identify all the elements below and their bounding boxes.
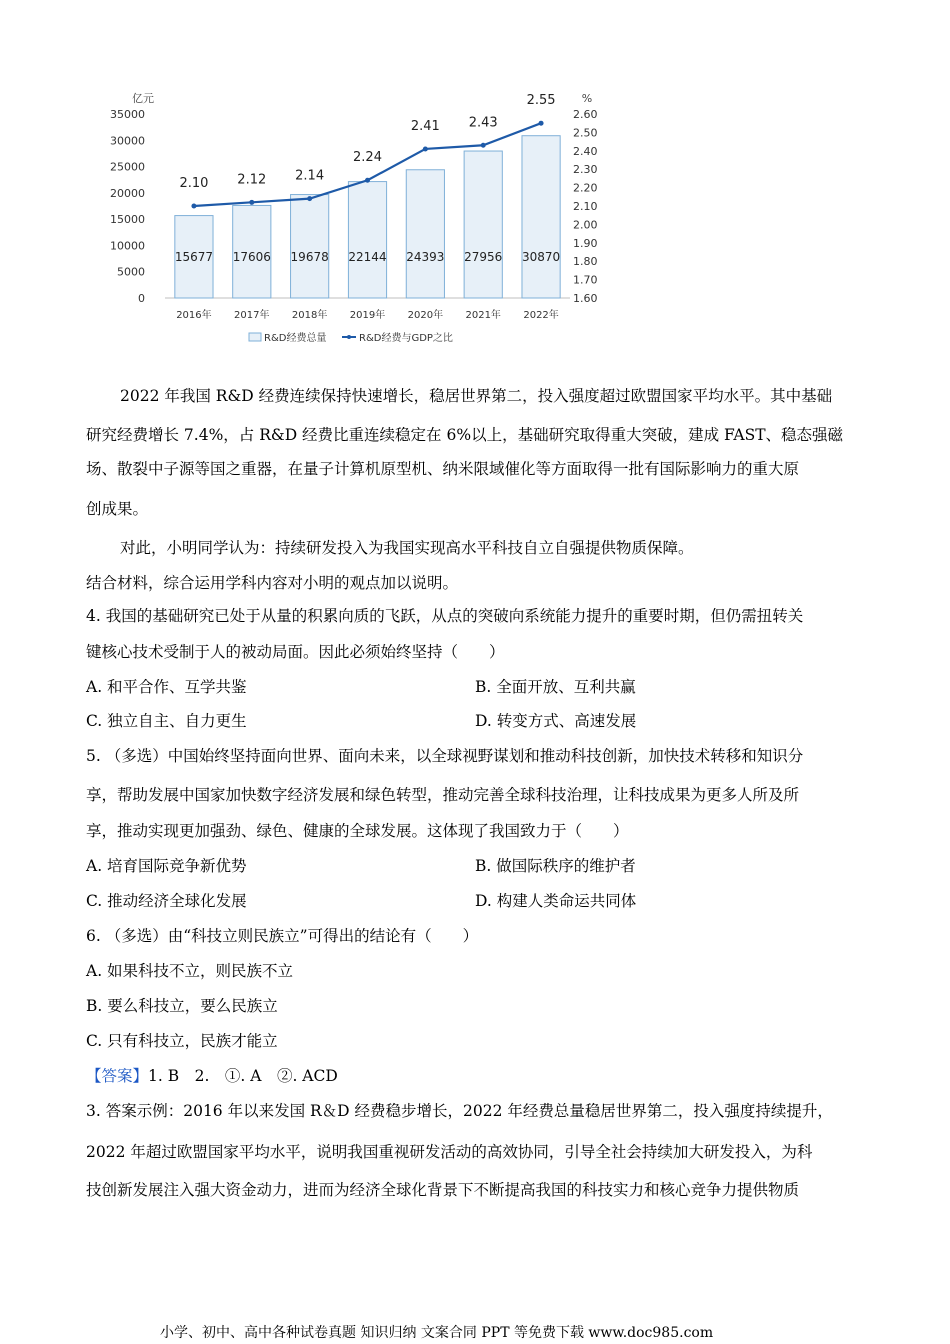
q5-stem-l2: 享，帮助发展中国家加快数字经济发展和绿色转型，推动完善全球科技治理，让科技成果为更多人所及所 — [86, 786, 800, 804]
right-tick-label: 2.20 — [573, 181, 598, 195]
line-point — [539, 121, 544, 126]
line-point — [307, 196, 312, 201]
rd-chart — [110, 88, 610, 350]
bar-value-label: 24393 — [406, 250, 445, 264]
legend-bar-label: R&D经费总量 — [264, 333, 327, 344]
bar-value-label: 30870 — [521, 250, 561, 264]
answer-line — [86, 1066, 338, 1086]
left-tick-label: 5000 — [117, 265, 145, 279]
answer-exp-l2: 2022 年超过欧盟国家平均水平，说明我国重视研发活动的高效协同，引导全社会持续加大研发投入，为科 — [86, 1143, 813, 1161]
x-tick-label: 2017年 — [234, 310, 270, 321]
x-tick-label: 2022年 — [523, 310, 559, 321]
line-value-label: 2.10 — [179, 176, 209, 191]
right-tick-label: 2.10 — [573, 200, 598, 213]
right-tick-label: 1.90 — [573, 236, 598, 250]
q4-option-c: C. 独立自主、自力更生 — [86, 712, 247, 730]
line-point — [249, 200, 254, 205]
x-tick-label: 2016年 — [176, 310, 212, 321]
bar — [464, 151, 502, 298]
left-tick-label: 35000 — [110, 108, 145, 121]
q6-stem: 6. （多选）由“科技立则民族立”可得出的结论有（ ） — [86, 927, 479, 945]
right-tick-label: 2.00 — [573, 218, 598, 232]
bar — [348, 182, 386, 298]
q4-stem-l2: 键核心技术受制于人的被动局面。因此必须始终坚持（ ） — [86, 643, 505, 661]
q6-option-c: C. 只有科技立，民族才能立 — [86, 1032, 278, 1050]
material-p3: 结合材料，综合运用学科内容对小明的观点加以说明。 — [86, 574, 459, 592]
legend-line-label: R&D经费与GDP之比 — [359, 333, 453, 344]
q5-option-a: A. 培育国际竞争新优势 — [86, 857, 247, 875]
q4-option-d: D. 转变方式、高速发展 — [475, 712, 637, 730]
bar — [291, 195, 329, 298]
chart-legend — [249, 331, 453, 344]
bar-value-label: 22144 — [348, 250, 387, 264]
bar — [522, 136, 560, 298]
material-p2: 对此，小明同学认为：持续研发投入为我国实现高水平科技自立自强提供物质保障。 — [120, 539, 694, 557]
left-tick-label: 10000 — [110, 239, 145, 253]
line-value-label: 2.24 — [353, 150, 382, 166]
q5-option-d: D. 构建人类命运共同体 — [475, 892, 637, 910]
q4-stem-l1: 4. 我国的基础研究已处于从量的积累向质的飞跃，从点的突破向系统能力提升的重要时期，但仍需扭转关 — [86, 607, 804, 625]
line-point — [191, 204, 196, 209]
bar — [406, 170, 444, 298]
left-tick-label: 20000 — [110, 186, 145, 200]
right-tick-label: 2.60 — [573, 108, 598, 121]
legend-bar-swatch — [249, 333, 261, 341]
bar-value-label: 19678 — [290, 250, 329, 264]
x-tick-label: 2021年 — [465, 310, 501, 321]
q5-stem-l3: 享，推动实现更加强劲、绿色、健康的全球发展。这体现了我国致力于（ ） — [86, 822, 629, 840]
right-axis-unit: % — [581, 92, 593, 105]
q4-option-b: B. 全面开放、互利共赢 — [475, 678, 636, 696]
q5-option-c: C. 推动经济全球化发展 — [86, 892, 247, 910]
left-tick-label: 0 — [138, 292, 145, 305]
material-p1-l3: 场、散裂中子源等国之重器，在量子计算机原型机、纳米限域催化等方面取得一批有国际影响力的重大原 — [86, 460, 800, 478]
right-tick-label: 2.40 — [573, 144, 598, 158]
answer-exp-l1: 3. 答案示例：2016 年以来发国 R＆D 经费稳步增长，2022 年经费总量稳居世界第二，投入强度持续提升， — [86, 1102, 833, 1120]
material-p1-l2: 研究经费增长 7.4%，占 R&D 经费比重连续稳定在 6%以上，基础研究取得重大突破，建成 FAST、稳态强磁 — [86, 426, 844, 444]
answer-exp-l3: 技创新发展注入强大资金动力，进而为经济全球化背景下不断提高我国的科技实力和核心竞争力提供物质 — [86, 1181, 800, 1199]
x-tick-label: 2019年 — [349, 310, 386, 321]
right-tick-label: 1.70 — [573, 273, 598, 287]
left-tick-label: 15000 — [110, 213, 145, 227]
left-tick-label: 25000 — [110, 160, 145, 174]
bar-value-label: 15677 — [174, 250, 214, 264]
left-tick-label: 30000 — [110, 134, 145, 148]
right-tick-label: 2.30 — [573, 163, 598, 177]
q5-stem-l1: 5. （多选）中国始终坚持面向世界、面向未来，以全球视野谋划和推动科技创新，加快技术转移和知识分 — [86, 747, 804, 765]
x-tick-label: 2018年 — [291, 310, 328, 321]
q6-option-b: B. 要么科技立，要么民族立 — [86, 997, 278, 1015]
line-value-label: 2.14 — [295, 168, 325, 184]
material-p1-l1: 2022 年我国 R&D 经费连续保持快速增长，稳居世界第二，投入强度超过欧盟国家平均水平。其中基础 — [120, 387, 833, 405]
right-tick-label: 1.60 — [573, 292, 598, 305]
q5-option-b: B. 做国际秩序的维护者 — [475, 857, 636, 875]
material-p1-l4: 创成果。 — [86, 500, 149, 518]
answer-text: 1. B 2. ①. A ②. ACD — [148, 1067, 338, 1085]
footer-text: 小学、初中、高中各种试卷真题 知识归纳 文案合同 PPT 等免费下载 www.doc985.com — [160, 1325, 714, 1341]
bar-value-label: 17606 — [232, 250, 271, 264]
line-value-label: 2.55 — [526, 93, 556, 109]
line-value-label: 2.12 — [237, 172, 267, 188]
answer-tag: 【答案】 — [86, 1067, 149, 1085]
line-value-label: 2.43 — [468, 115, 498, 131]
q6-option-a: A. 如果科技不立，则民族不立 — [86, 962, 294, 980]
q4-option-a: A. 和平合作、互学共鉴 — [86, 678, 247, 696]
line-value-label: 2.41 — [410, 118, 440, 134]
left-axis-unit: 亿元 — [132, 92, 154, 105]
line-point — [365, 178, 370, 183]
line-point — [481, 143, 486, 148]
bar-value-label: 27956 — [464, 250, 503, 264]
right-tick-label: 2.50 — [573, 126, 598, 140]
right-tick-label: 1.80 — [573, 255, 598, 269]
x-tick-label: 2020年 — [407, 310, 444, 321]
line-point — [423, 146, 428, 151]
